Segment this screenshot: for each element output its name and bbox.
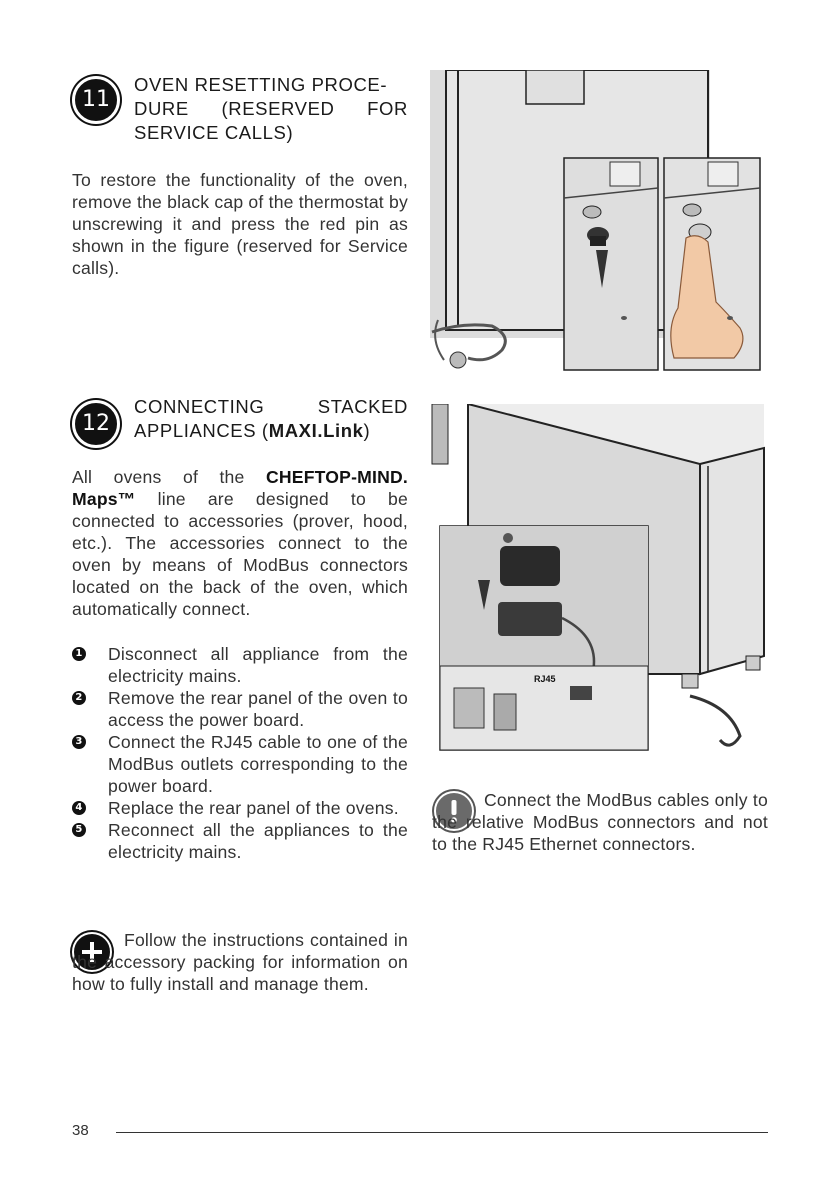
maxi-link-label: MAXI.Link [268, 420, 364, 441]
product-line-name: CHEFTOP-MIND. Maps™ [72, 467, 408, 509]
section-12-title-suffix: ) [363, 420, 371, 441]
footer-rule [116, 1132, 768, 1133]
step-text: Disconnect all appliance from the electricity mains. [108, 644, 408, 686]
page-number: 38 [72, 1122, 89, 1139]
section-12-title [134, 395, 408, 443]
section-11-body: To restore the functionality of the oven, remove the black cap of the thermostat by unscrewing it and press the red pin as shown in the figure (reserved for Service calls). [72, 170, 408, 278]
section-11-title-line-2: DURE (RESERVED FOR [134, 98, 408, 119]
section-12-title-line-1: CONNECTING STACKED [134, 396, 408, 417]
step-text: Connect the RJ45 cable to one of the ModBus outlets corresponding to the power board. [108, 732, 408, 796]
section-11-title-line-3: SERVICE CALLS) [134, 122, 294, 143]
section-12-title-prefix: APPLIANCES ( [134, 420, 269, 441]
step-number-badge: 2 [72, 691, 86, 705]
section-12-badge [72, 400, 120, 448]
step-number-badge: 4 [72, 801, 86, 815]
section-12-intro [72, 466, 408, 620]
rj45-figure-label: RJ45 [534, 674, 556, 684]
step-text: Reconnect all the appliances to the electricity mains. [108, 820, 408, 862]
oven-reset-figure [430, 70, 768, 374]
section-11-badge [72, 76, 120, 124]
step-number-badge: 1 [72, 647, 86, 661]
step-text: Remove the rear panel of the oven to access the power board. [108, 688, 408, 730]
step-item [72, 819, 408, 863]
section-12-title-line-2 [134, 419, 408, 443]
step-item [72, 687, 408, 731]
step-text: Replace the rear panel of the ovens. [108, 798, 399, 818]
step-item [72, 797, 408, 819]
steps-list [72, 643, 408, 863]
step-item [72, 643, 408, 687]
section-11-title-line-1: OVEN RESETTING PROCE- [134, 74, 388, 95]
step-number-badge: 3 [72, 735, 86, 749]
warning-note: Connect the ModBus cables only to the relative ModBus connectors and not to the RJ45 Ethernet connectors. [432, 790, 768, 854]
section-11-number: 11 [82, 87, 110, 112]
intro-suffix: line are designed to be connected to accessories (prover, hood, etc.). The accessories connect to the oven by means of ModBus connectors located on the back of the oven, which automatically connect. [72, 489, 408, 619]
step-number-badge: 5 [72, 823, 86, 837]
section-12-number: 12 [82, 411, 110, 436]
info-note: Follow the instructions contained in the accessory packing for information on how to fully install and manage them. [72, 930, 408, 994]
step-item [72, 731, 408, 797]
intro-prefix: All ovens of the [72, 467, 266, 487]
modbus-connection-figure [430, 404, 768, 754]
section-11-title [134, 73, 408, 145]
